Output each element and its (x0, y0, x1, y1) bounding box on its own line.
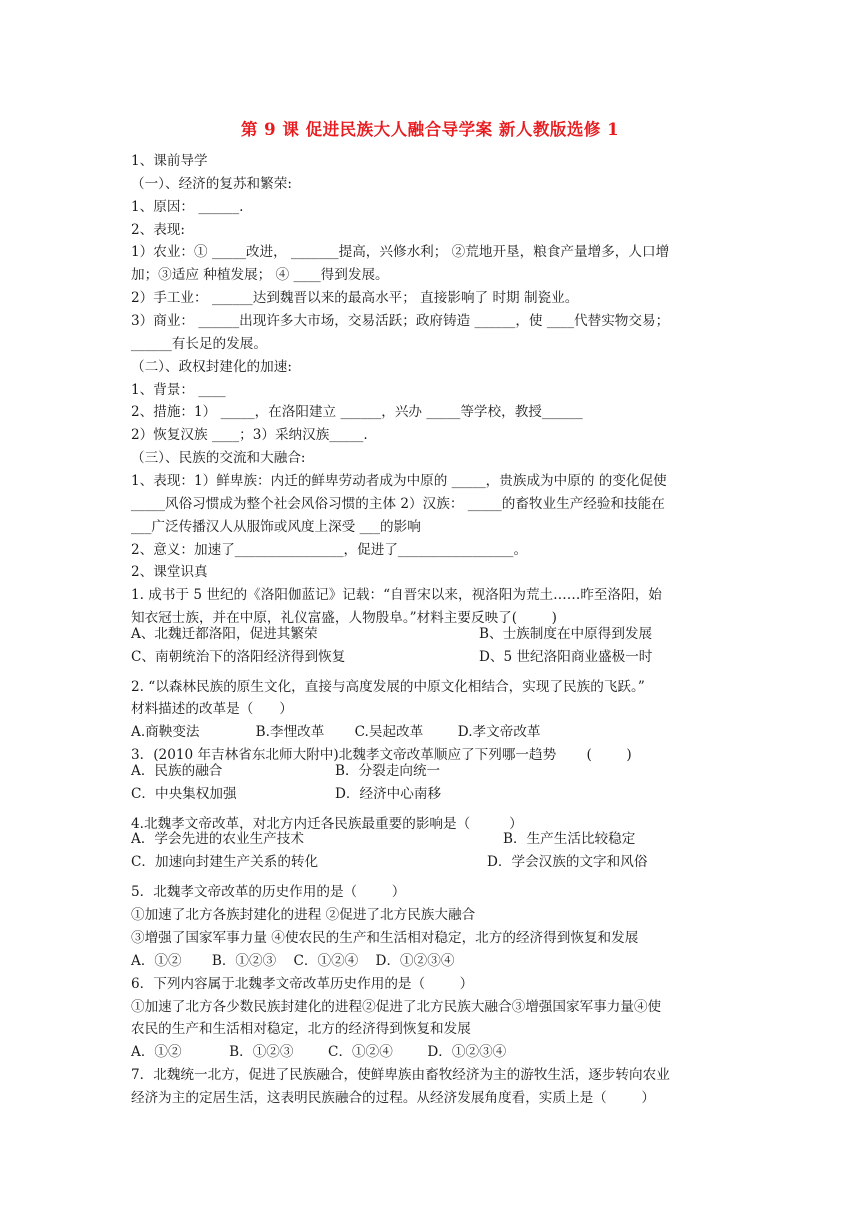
text-line: 7．北魏统一北方，促进了民族融合，使鲜卑族由畜牧经济为主的游牧生活，逐步转向农业 (131, 1067, 670, 1083)
text-line: 农民的生产和生活相对稳定，北方的经济得到恢复和发展 (131, 1021, 471, 1038)
text-line: 1）农业：① _____改进， _______提高，兴修水利； ②荒地开垦，粮食产量增多，人口增 (131, 244, 670, 261)
q3-option-c: C．中央集权加强 (131, 786, 237, 802)
text-line: 2）恢复汉族 ____；3）采纳汉族_____. (131, 427, 368, 444)
text-line: 1、原因： ______. (131, 198, 244, 215)
text-line: 2）手工业： ______达到魏晋以来的最高水平； 直接影响了 时期 制瓷业。 (131, 290, 579, 307)
text-line: 6．下列内容属于北魏孝文帝改革历史作用的是（ ） (131, 975, 474, 992)
text-line: _____风俗习惯成为整个社会风俗习惯的主体 2）汉族： _____的畜牧业生产经验和技能在 (131, 495, 665, 512)
text-line: 2、表现: (131, 221, 186, 238)
text-line: 经济为主的定居生活，这表明民族融合的过程。从经济发展角度看，实质上是（ ） (131, 1089, 655, 1106)
text-line: 材料描述的改革是（ ） (131, 701, 293, 718)
text-line: 3．(2010 年吉林省东北师大附中)北魏孝文帝改革顺应了下列哪一趋势 ( ) (131, 747, 632, 764)
q4-option-c: C．加速向封建生产关系的转化 (131, 854, 319, 870)
text-line: 5．北魏孝文帝改革的历史作用的是（ ） (131, 884, 406, 901)
q3-option-b: B．分裂走向统一 (335, 763, 441, 779)
text-line: 2、意义：加速了________________，促进了_________________。 (131, 541, 528, 558)
text-line: 2、课堂识真 (131, 564, 208, 581)
q4-option-b: B．生产生活比较稳定 (503, 831, 636, 847)
text-line: 3）商业： ______出现许多大市场，交易活跃；政府铸造 ______，使 ____代替实物交易； (131, 313, 670, 329)
text-line: 1、表现：1）鲜卑族：内迁的鲜卑劳动者成为中原的 _____，贵族成为中原的 的变化促使 (131, 472, 667, 489)
text-line: （三）、民族的交流和大融合: (131, 450, 306, 467)
text-line: 2. “以森林民族的原生文化，直接与高度发展的中原文化相结合，实现了民族的飞跃。” (131, 678, 645, 695)
q4-option-a: A．学会先进的农业生产技术 (131, 831, 304, 847)
text-line: ___广泛传播汉人从服饰或风度上深受 ___的影响 (131, 518, 421, 535)
text-line: A．①② B．①②③ C．①②④ D．①②③④ (131, 1044, 507, 1061)
text-line: ______有长足的发展。 (131, 335, 267, 352)
q4-option-d: D．学会汉族的文字和风俗 (487, 854, 648, 870)
q1-option-c: C、南朝统治下的洛阳经济得到恢复 (131, 649, 346, 665)
text-line: 1、背景： ____ (131, 381, 226, 398)
text-line: A.商鞅变法 B.李悝改革 C.吴起改革 D.孝文帝改革 (131, 724, 541, 741)
q1-option-a: A、北魏迁都洛阳，促进其繁荣 (131, 626, 318, 642)
text-line: 知衣冠士族，并在中原，礼仪富盛，人物殷阜。”材料主要反映了( ) (131, 610, 557, 626)
text-line: A．①② B．①②③ C．①②④ D．①②③④ (131, 952, 455, 969)
q3-option-d: D．经济中心南移 (335, 786, 442, 802)
text-line: （一）、经济的复苏和繁荣: (131, 175, 292, 192)
text-line: ①加速了北方各少数民族封建化的进程②促进了北方民族大融合③增强国家军事力量④使 (131, 998, 662, 1015)
document-title: 第 9 课 促进民族大人融合导学案 新人教版选修 1 (240, 120, 620, 139)
text-line: 2、措施：1） _____，在洛阳建立 ______，兴办 _____等学校，教授______ (131, 404, 583, 421)
q1-option-b: B、士族制度在中原得到发展 (479, 626, 653, 642)
text-line: 4.北魏孝文帝改革，对北方内迁各民族最重要的影响是（ ） (131, 815, 523, 832)
text-line: 1. 成书于 5 世纪的《洛阳伽蓝记》记载：“自晋宋以来，视洛阳为荒土……昨至洛阳，始 (131, 587, 662, 604)
text-line: ①加速了北方各族封建化的进程 ②促进了北方民族大融合 (131, 907, 476, 924)
text-line: （二）、政权封建化的加速: (131, 358, 292, 375)
text-line: 1、课前导学 (131, 153, 208, 169)
q3-option-a: A．民族的融合 (131, 763, 223, 779)
q1-option-d: D、5 世纪洛阳商业盛极一时 (479, 649, 653, 665)
text-line: ③增强了国家军事力量 ④使农民的生产和生活相对稳定，北方的经济得到恢复和发展 (131, 929, 639, 946)
text-line: 加；③适应 种植发展； ④ ____得到发展。 (131, 267, 389, 284)
